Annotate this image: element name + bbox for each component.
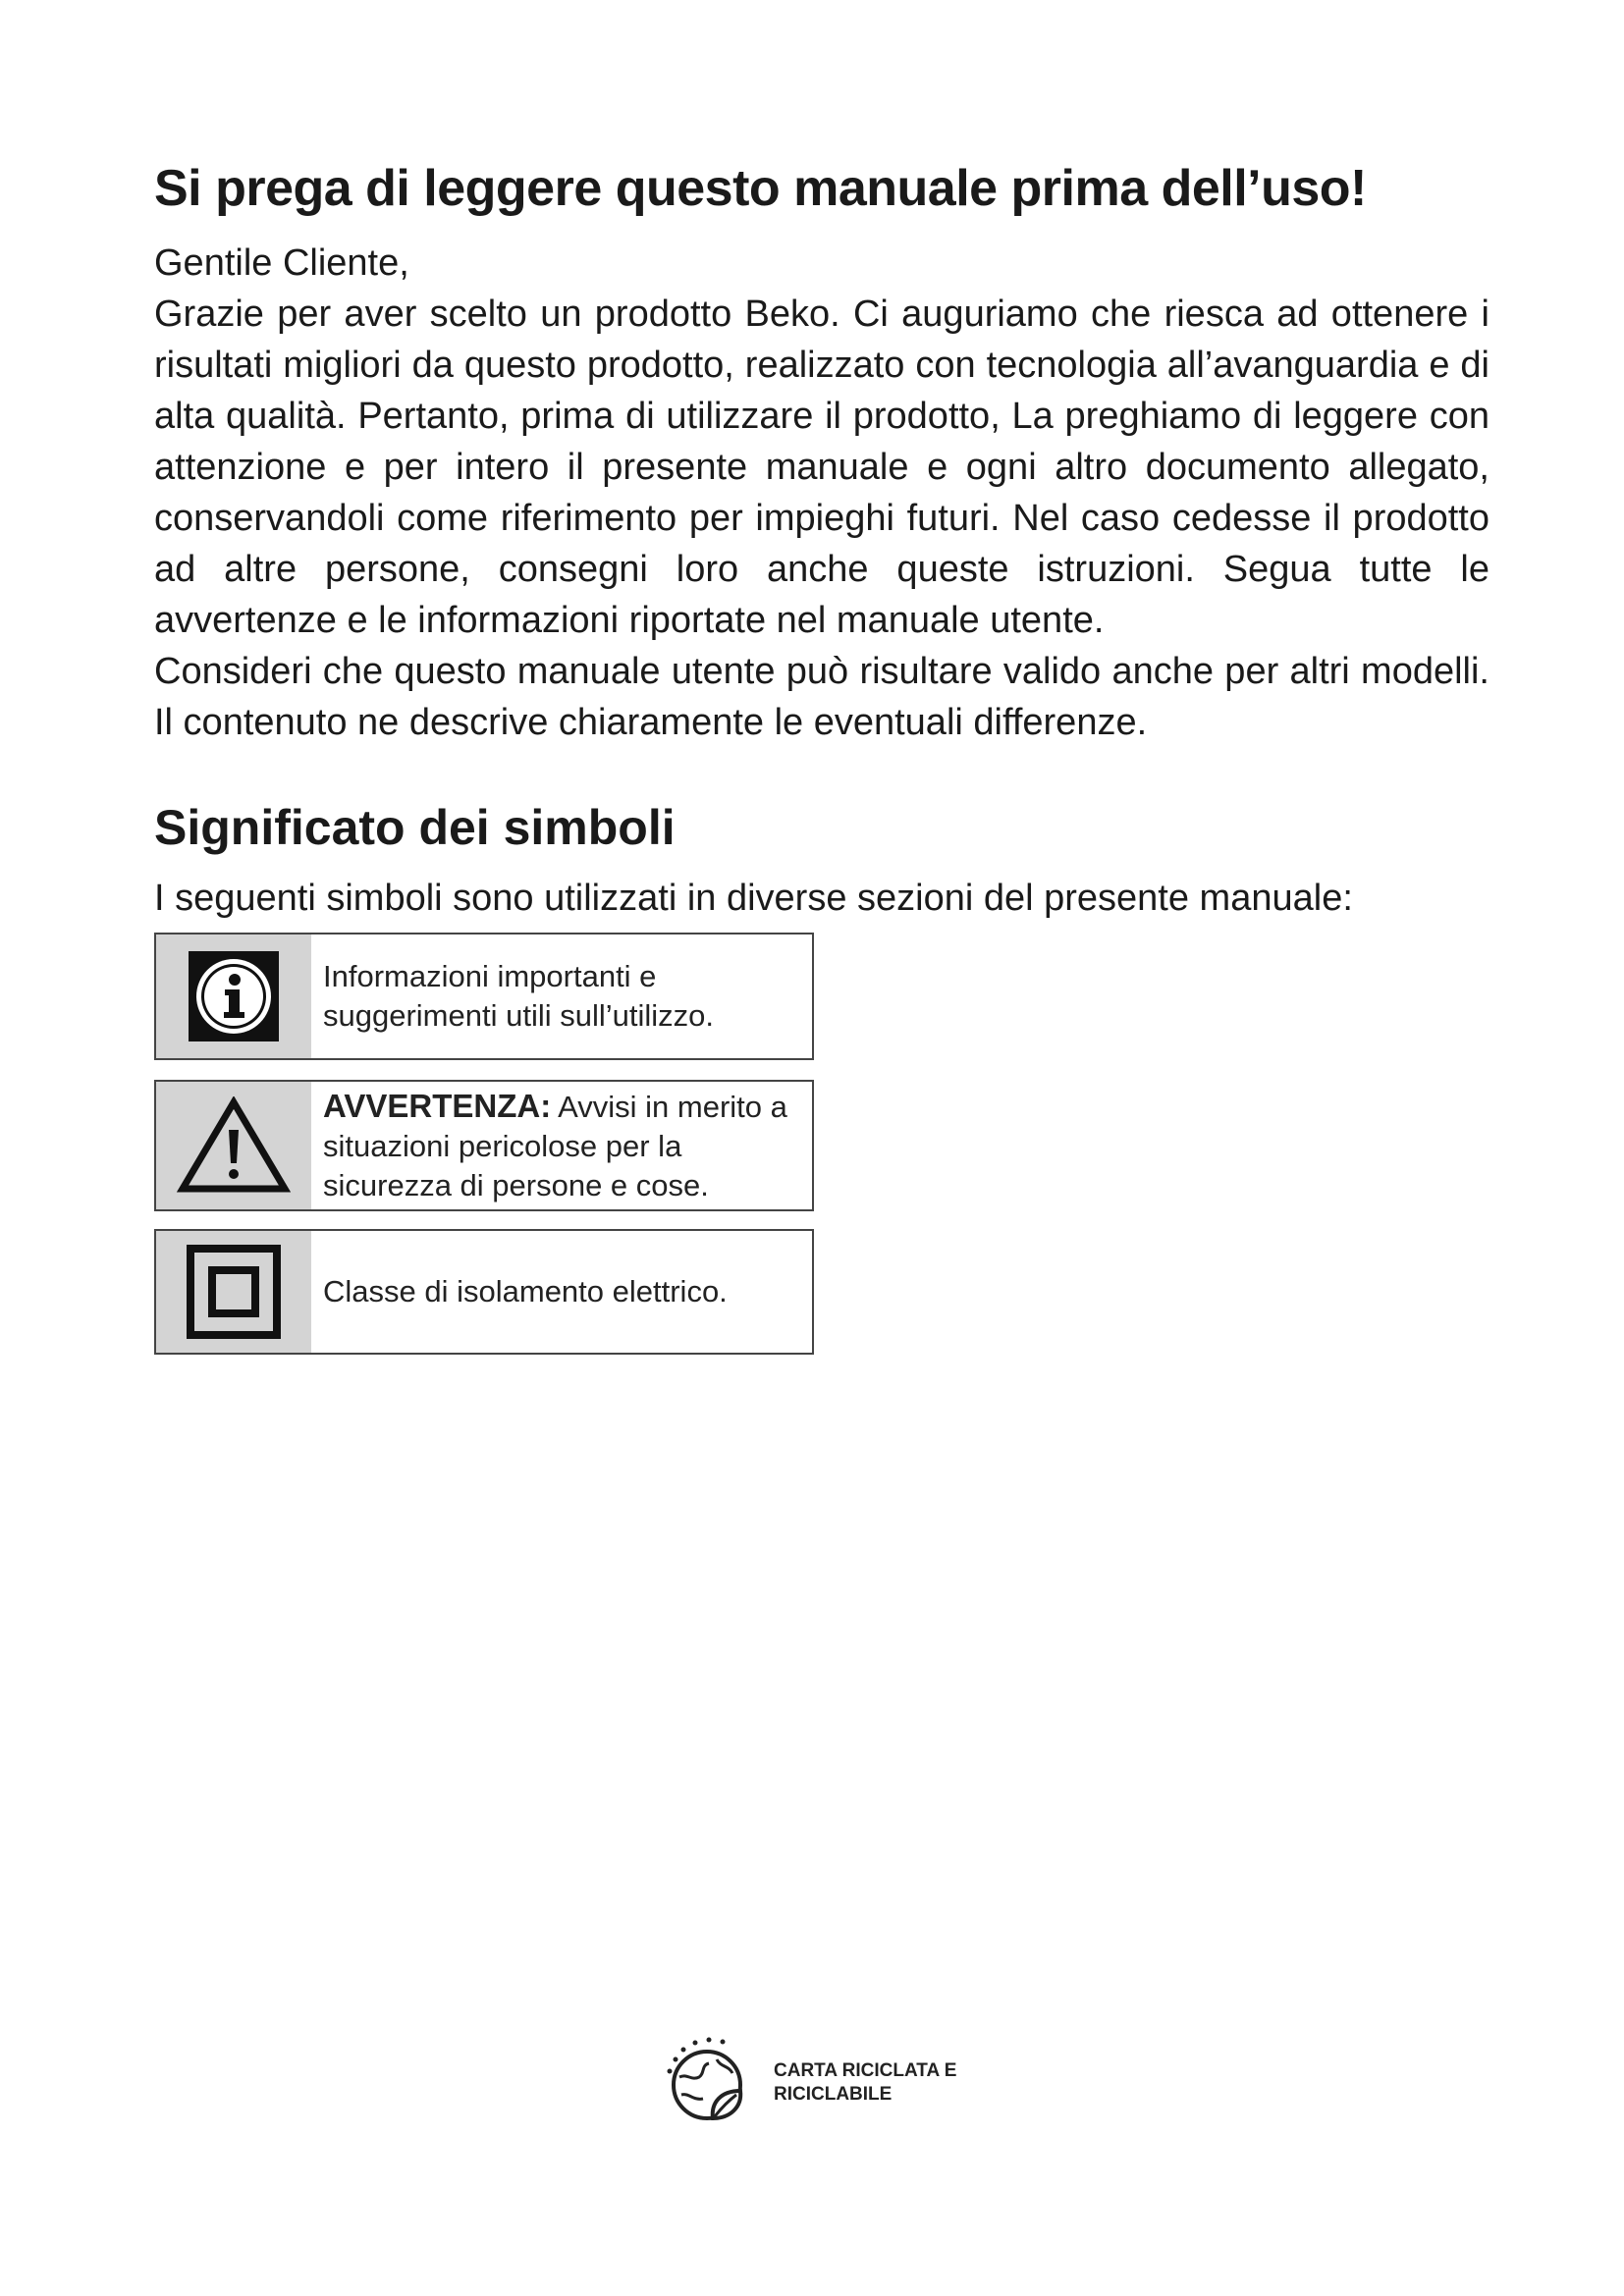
- symbols-section-lead: I seguenti simboli sono utilizzati in diverse sezioni del presente manuale:: [154, 878, 1353, 919]
- symbol-description: Classe di isolamento elettrico.: [323, 1274, 728, 1308]
- intro-paragraph-2: Consideri che questo manuale utente può risultare valido anche per altri modelli. Il contenuto ne descrive chiaramente le eventuali differenze.: [154, 651, 1489, 743]
- symbol-row-info: [154, 933, 814, 1060]
- recycled-paper-label: CARTA RICICLATA E RICICLABILE: [774, 2060, 957, 2105]
- recycled-paper-badge: [658, 2030, 1009, 2136]
- symbol-description: Informazioni importanti e suggerimenti utili sull’utilizzo.: [323, 959, 714, 1033]
- recycled-paper-icon: [658, 2030, 764, 2136]
- warning-label: AVVERTENZA:: [323, 1087, 552, 1124]
- symbol-description: AVVERTENZA: Avvisi in merito a situazioni pericolose per la sicurezza di persone e cose.: [323, 1087, 787, 1202]
- intro-text: [154, 238, 1489, 748]
- double-insulation-icon: [156, 1231, 311, 1353]
- symbols-section-title: Significato dei simboli: [154, 800, 676, 855]
- symbol-row-insulation: [154, 1229, 814, 1355]
- info-icon: [156, 934, 311, 1058]
- intro-paragraph-1: Grazie per aver scelto un prodotto Beko. Ci auguriamo che riesca ad ottenere i risultati migliori da questo prodotto, realizzato con tecnologia all’avanguardia e di alta qualità. Pertanto, prima di utilizzare il prodotto, La preghiamo di leggere con attenzione e per intero il presente manuale e ogni altro documento allegato, conservandoli come riferimento per impieghi futuri. Nel caso cedesse il prodotto ad altre persone, consegni loro anche queste istruzioni. Segua tutte le avvertenze e le informazioni riportate nel manuale utente.: [154, 294, 1489, 641]
- page-title: Si prega di leggere questo manuale prima dell’uso!: [154, 160, 1367, 217]
- greeting: Gentile Cliente,: [154, 242, 409, 284]
- warning-icon: [156, 1082, 311, 1209]
- symbol-row-warning: [154, 1080, 814, 1211]
